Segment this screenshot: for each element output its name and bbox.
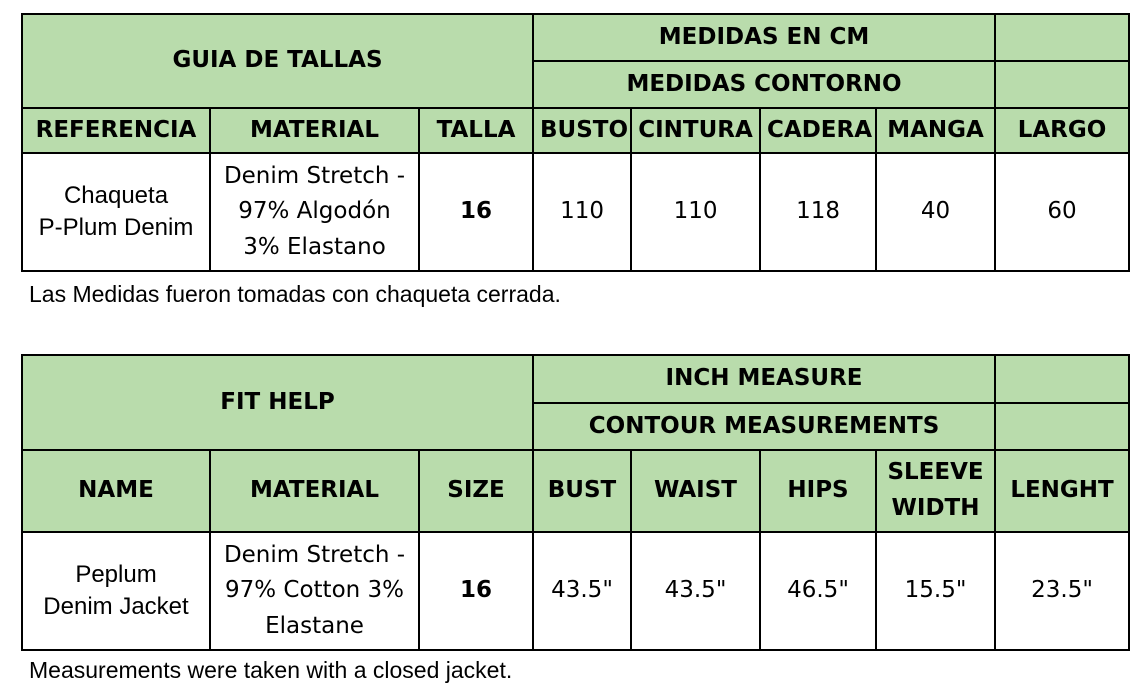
waist-value: 43.5" [631, 532, 760, 650]
group-header: INCH MEASURE [533, 355, 995, 403]
empty-header-cell [995, 403, 1129, 450]
column-header-size: SIZE [419, 450, 533, 532]
size-guide-table-cm [21, 13, 1130, 272]
sleeve-value: 40 [876, 153, 995, 271]
column-header-hips: HIPS [760, 450, 876, 532]
column-header-reference: REFERENCIA [22, 108, 210, 153]
length-value: 60 [995, 153, 1129, 271]
material-line: Denim Stretch - [223, 162, 406, 189]
table-title: GUIA DE TALLAS [22, 14, 533, 108]
sub-header: CONTOUR MEASUREMENTS [533, 403, 995, 450]
measurement-note: Measurements were taken with a closed jacket. [29, 657, 513, 683]
column-header-sleeve: MANGA [876, 108, 995, 153]
empty-header-cell [995, 61, 1129, 108]
material-cell [210, 153, 419, 271]
material-line: Denim Stretch - [223, 541, 406, 568]
group-header: MEDIDAS EN CM [533, 14, 995, 61]
column-header-waist: CINTURA [631, 108, 760, 153]
material-line: 97% Algodón [238, 198, 391, 225]
column-header-size: TALLA [419, 108, 533, 153]
column-header-waist: WAIST [631, 450, 760, 532]
empty-header-cell [995, 14, 1129, 61]
column-header-line: WIDTH [891, 495, 980, 521]
length-value: 23.5" [995, 532, 1129, 650]
waist-value: 110 [631, 153, 760, 271]
size-guide-table-inch [21, 354, 1130, 651]
column-header-bust: BUSTO [533, 108, 631, 153]
sub-header: MEDIDAS CONTORNO [533, 61, 995, 108]
column-header-sleeve-width [876, 450, 995, 532]
product-name-line: Denim Jacket [43, 593, 189, 620]
column-header-bust: BUST [533, 450, 631, 532]
hips-value: 46.5" [760, 532, 876, 650]
column-header-line: SLEEVE [887, 459, 984, 486]
hips-value: 118 [760, 153, 876, 271]
size-value: 16 [419, 532, 533, 650]
size-value: 16 [419, 153, 533, 271]
table-row [22, 532, 1129, 650]
table-title: FIT HELP [22, 355, 533, 450]
product-name-line: Chaqueta [63, 181, 169, 209]
column-header-name: NAME [22, 450, 210, 532]
product-name-cell [22, 153, 210, 271]
material-line: Elastane [265, 612, 364, 639]
column-header-material: MATERIAL [210, 108, 419, 153]
material-cell [210, 532, 419, 650]
sleeve-width-value: 15.5" [876, 532, 995, 650]
product-name-cell [22, 532, 210, 650]
product-name-line: P-Plum Denim [38, 214, 194, 241]
column-header-length: LENGHT [995, 450, 1129, 532]
column-header-length: LARGO [995, 108, 1129, 153]
table-row [22, 153, 1129, 271]
empty-header-cell [995, 355, 1129, 403]
column-header-hips: CADERA [760, 108, 876, 153]
column-header-material: MATERIAL [210, 450, 419, 532]
material-line: 3% Elastano [243, 233, 386, 260]
product-name-line: Peplum [75, 560, 157, 588]
bust-value: 43.5" [533, 532, 631, 650]
bust-value: 110 [533, 153, 631, 271]
material-line: 97% Cotton 3% [224, 577, 405, 604]
measurement-note: Las Medidas fueron tomadas con chaqueta cerrada. [29, 281, 561, 307]
